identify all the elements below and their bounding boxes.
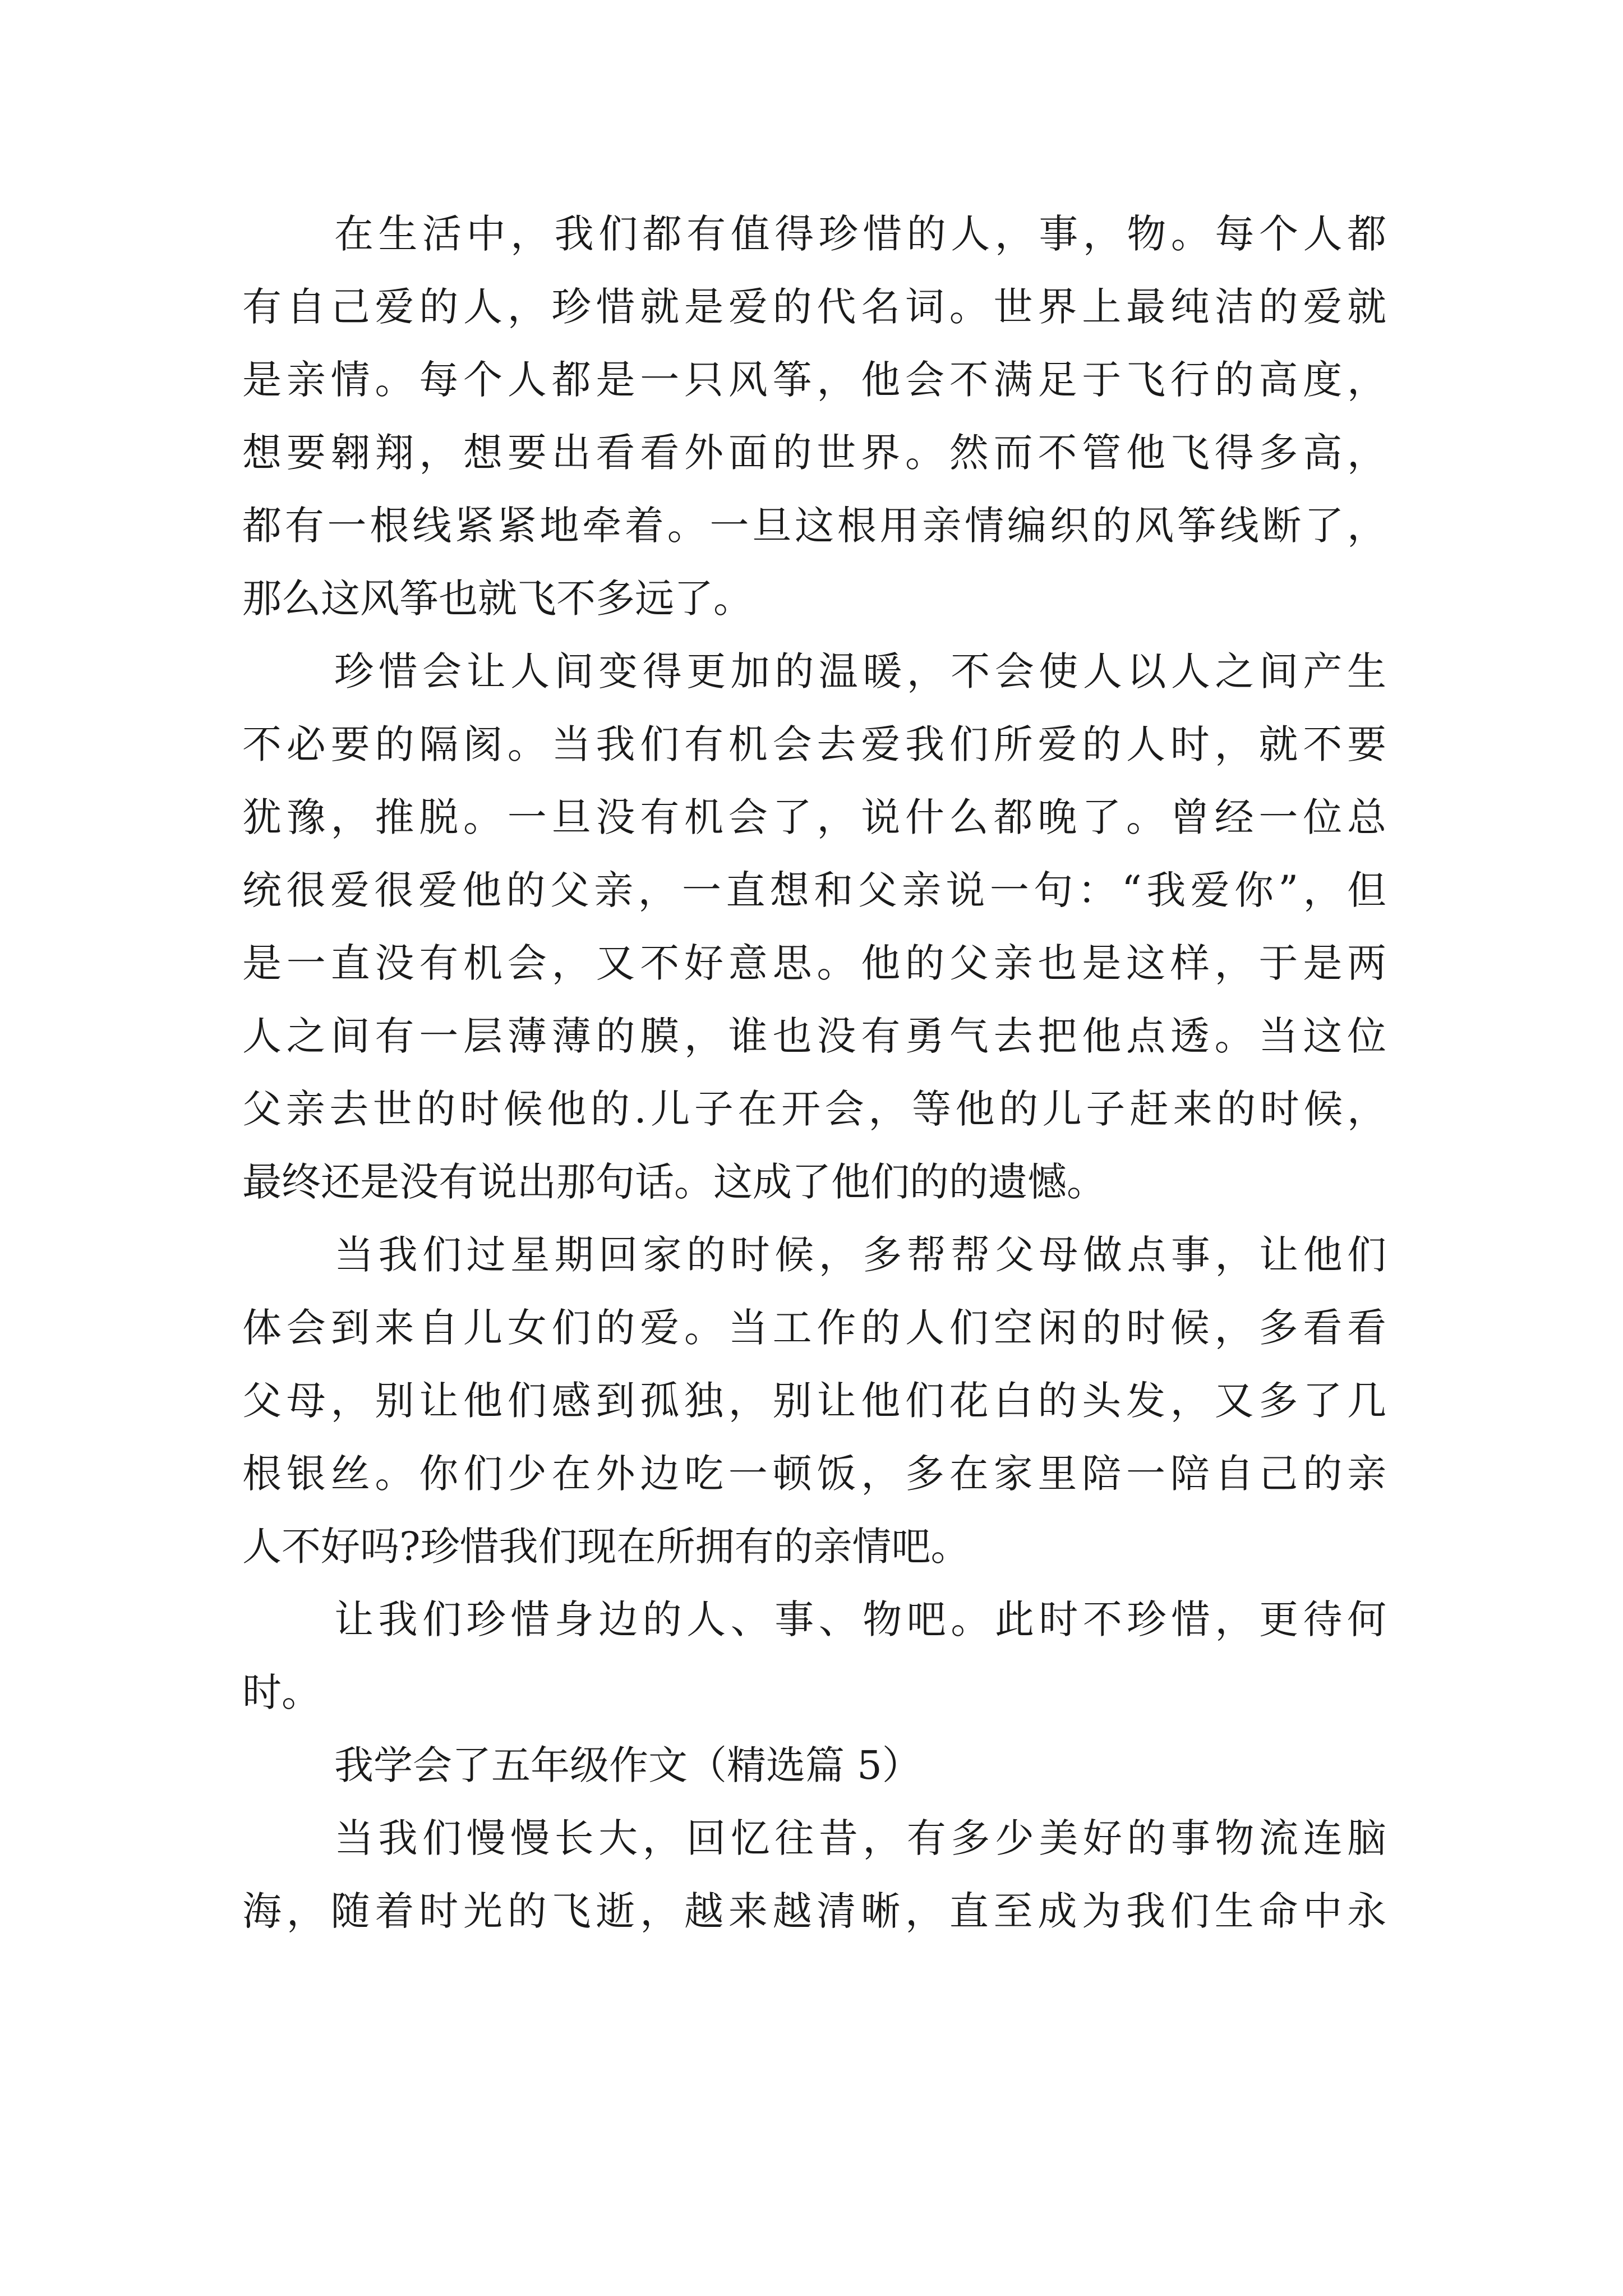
- paragraph-1-line-2: 有自己爱的人，珍惜就是爱的代名词。世界上最纯洁的爱就: [242, 284, 1386, 330]
- paragraph-1-line-3: 是亲情。每个人都是一只风筝，他会不满足于飞行的高度，: [242, 357, 1386, 403]
- section-heading: 我学会了五年级作文（精选篇 5）: [334, 1742, 921, 1788]
- document-body: [242, 197, 1386, 1948]
- paragraph-3-line-3: 父母，别让他们感到孤独，别让他们花白的头发，又多了几: [242, 1378, 1386, 1424]
- paragraph-2-line-2: 不必要的隔阂。当我们有机会去爱我们所爱的人时，就不要: [242, 721, 1386, 767]
- paragraph-1-line-4: 想要翱翔，想要出看看外面的世界。然而不管他飞得多高，: [242, 430, 1386, 476]
- paragraph-2-line-4: 统很爱很爱他的父亲，一直想和父亲说一句：“我爱你”，但: [242, 867, 1386, 913]
- paragraph-6-line-1: 当我们慢慢长大，回忆往昔，有多少美好的事物流连脑: [334, 1815, 1386, 1861]
- paragraph-1-line-1: 在生活中，我们都有值得珍惜的人，事，物。每个人都: [334, 211, 1386, 257]
- paragraph-3-line-5: 人不好吗?珍惜我们现在所拥有的亲情吧。: [242, 1524, 970, 1570]
- paragraph-3-line-1: 当我们过星期回家的时候，多帮帮父母做点事，让他们: [334, 1232, 1386, 1278]
- paragraph-6-line-2: 海，随着时光的飞逝，越来越清晰，直至成为我们生命中永: [242, 1888, 1386, 1934]
- paragraph-2-line-1: 珍惜会让人间变得更加的温暖，不会使人以人之间产生: [334, 648, 1386, 694]
- paragraph-2-line-5: 是一直没有机会，又不好意思。他的父亲也是这样，于是两: [242, 940, 1386, 986]
- paragraph-2-line-6: 人之间有一层薄薄的膜，谁也没有勇气去把他点透。当这位: [242, 1013, 1386, 1059]
- paragraph-1-line-6: 那么这风筝也就飞不多远了。: [242, 576, 753, 622]
- paragraph-4-line-1: 让我们珍惜身边的人、事、物吧。此时不珍惜，更待何: [334, 1596, 1386, 1642]
- paragraph-2-line-3: 犹豫，推脱。一旦没有机会了，说什么都晚了。曾经一位总: [242, 794, 1386, 840]
- paragraph-3-line-4: 根银丝。你们少在外边吃一顿饭，多在家里陪一陪自己的亲: [242, 1451, 1386, 1497]
- paragraph-3-line-2: 体会到来自儿女们的爱。当工作的人们空闲的时候，多看看: [242, 1305, 1386, 1351]
- paragraph-4-line-2: 时。: [242, 1669, 321, 1715]
- paragraph-2-line-7: 父亲去世的时候他的.儿子在开会，等他的儿子赶来的时候，: [242, 1086, 1386, 1132]
- paragraph-2-line-8: 最终还是没有说出那句话。这成了他们的的遗憾。: [242, 1159, 1106, 1205]
- paragraph-1-line-5: 都有一根线紧紧地牵着。一旦这根用亲情编织的风筝线断了，: [242, 503, 1386, 549]
